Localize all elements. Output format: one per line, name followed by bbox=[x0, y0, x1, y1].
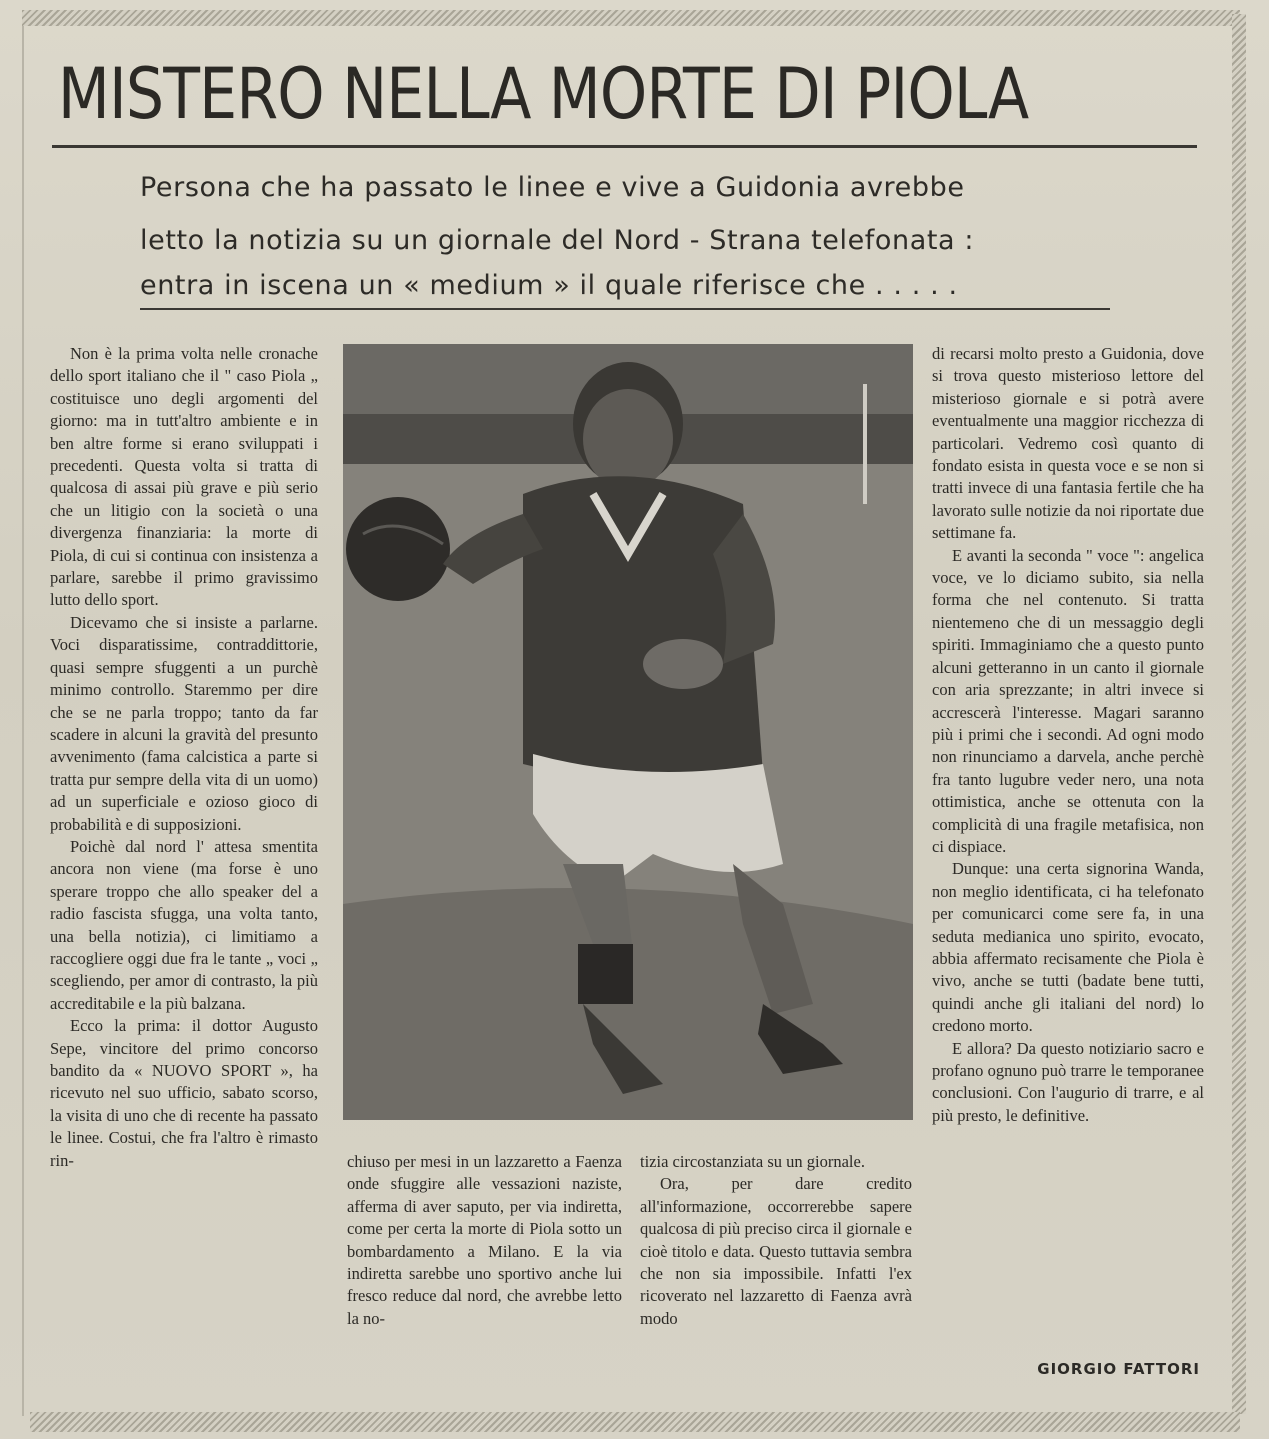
top-border-hatching bbox=[22, 10, 1240, 26]
paragraph: tizia circostanziata su un giornale. bbox=[640, 1152, 865, 1171]
football-player-photo bbox=[343, 344, 913, 1120]
deck-underline bbox=[140, 308, 1110, 310]
paragraph: Ora, per dare credito all'informazione, occorrerebbe sapere qualcosa di più preciso circa il giornale e cioè titolo e data. Questo tuttavia sembra che non sia impossibile. Infatti l'ex ricoverato nel lazzaretto di Faenza avrà modo bbox=[640, 1174, 912, 1328]
deck-line-1: Persona che ha passato le linee e vive a Guidonia avrebbe bbox=[140, 172, 965, 203]
paragraph: di recarsi molto presto a Guidonia, dove si trova questo misterioso lettore del misterioso giornale e si potrà avere eventualmente una maggior ricchezza di particolari. Vedremo così quanto di fondato esista in questa voce e se non si tratti invece di una fantasia fertile che ha lavorato sulle notizie da noi riportate due settimane fa. bbox=[932, 344, 1204, 543]
player-photo-illustration bbox=[343, 344, 913, 1120]
headline-rule bbox=[52, 145, 1197, 148]
author-signature: GIORGIO FATTORI bbox=[1037, 1360, 1200, 1378]
paragraph: Ecco la prima: il dottor Augusto Sepe, vincitore del primo concorso bandito da « NUOVO SPORT », ha ricevuto nel suo ufficio, sabato scorso, la visita di uno che di recente ha passato le linee. Costui, che fra l'altro è rimasto rin- bbox=[50, 1016, 318, 1170]
paragraph: Non è la prima volta nelle cronache dello sport italiano che il " caso Piola „ costituisce uno degli argomenti del giorno: ma in tutt'altro ambiente e in ben altre forme si erano sviluppati i precedenti. Questa volta si tratta di qualcosa di assai più grave e più serio che un litigio con la società o una divergenza finanziaria: la morte di Piola, di cui si continua con insistenza a parlare, sarebbe il primo gravissimo lutto dello sport. bbox=[50, 344, 318, 610]
deck-line-3: entra in iscena un « medium » il quale riferisce che . . . . . bbox=[140, 270, 958, 301]
paragraph: E allora? Da questo notiziario sacro e profano ognuno può trarre le temporanee conclusioni. Con l'augurio di trarre, e al più presto, le definitive. bbox=[932, 1038, 1204, 1125]
article-column-3 bbox=[640, 1151, 912, 1330]
bottom-border-hatching bbox=[30, 1412, 1240, 1432]
paragraph: E avanti la seconda " voce ": angelica voce, ve lo diciamo subito, sia nella forma che nel contenuto. Si tratta nientemeno che di un messaggio degli spiriti. Immaginiamo che a questo punto alcuni getteranno in un canto il giornale con aria sprezzante; in altri invece si accrescerà l'interesse. Magari saranno più i primi che i secondi. Ad ogni modo non rinunciamo a darvela, anche perchè fra tanto lugubre veder nero, una nota ottimistica, anche se ottenuta con la complicità di una fragile metafisica, non ci dispiace. bbox=[932, 545, 1204, 856]
paragraph: Dunque: una certa signorina Wanda, non meglio identificata, ci ha telefonato per comunicarci come sere fa, in una seduta medianica uno spirito, evocato, abbia affermato recisamente che Piola è vivo, anche se tutti (badate bene tutti, quindi anche gli italiani del nord) lo credono morto. bbox=[932, 859, 1204, 1036]
article-column-1 bbox=[50, 343, 318, 1172]
paragraph: Poichè dal nord l' attesa smentita ancora non viene (ma forse è uno sperare troppo che allo speaker del a radio fascista sfugga, una volta tanto, una bella notizia), ci limitiamo a raccogliere oggi due fra le tante „ voci „ scegliendo, per amor di contrasto, la più accreditabile e la più balzana. bbox=[50, 836, 318, 1013]
article-column-2 bbox=[347, 1151, 622, 1330]
right-border-hatching bbox=[1232, 14, 1246, 1414]
paragraph: chiuso per mesi in un lazzaretto a Faenza onde sfuggire alle vessazioni naziste, afferma di aver saputo, per via indiretta, come per certa la morte di Piola sotto un bombardamento a Milano. E la via indiretta sarebbe uno sportivo anche lui fresco reduce dal nord, che avrebbe letto la no- bbox=[347, 1152, 622, 1328]
article-column-4 bbox=[932, 343, 1204, 1127]
paragraph: Dicevamo che si insiste a parlarne. Voci disparatissime, contraddittorie, quasi sempre sfuggenti a un purchè minimo controllo. Staremmo per dire che se ne parla troppo; tanto da far scadere in alcuni la gravità del presunto avvenimento (fama calcistica a parte si tratta pur sempre della vita di un uomo) ad un superficiale e ozioso gioco di probabilità e di supposizioni. bbox=[50, 612, 318, 834]
deck-line-2: letto la notizia su un giornale del Nord - Strana telefonata : bbox=[140, 225, 975, 256]
left-frame-line bbox=[22, 26, 24, 1416]
headline: MISTERO NELLA MORTE DI PIOLA bbox=[57, 53, 1029, 135]
